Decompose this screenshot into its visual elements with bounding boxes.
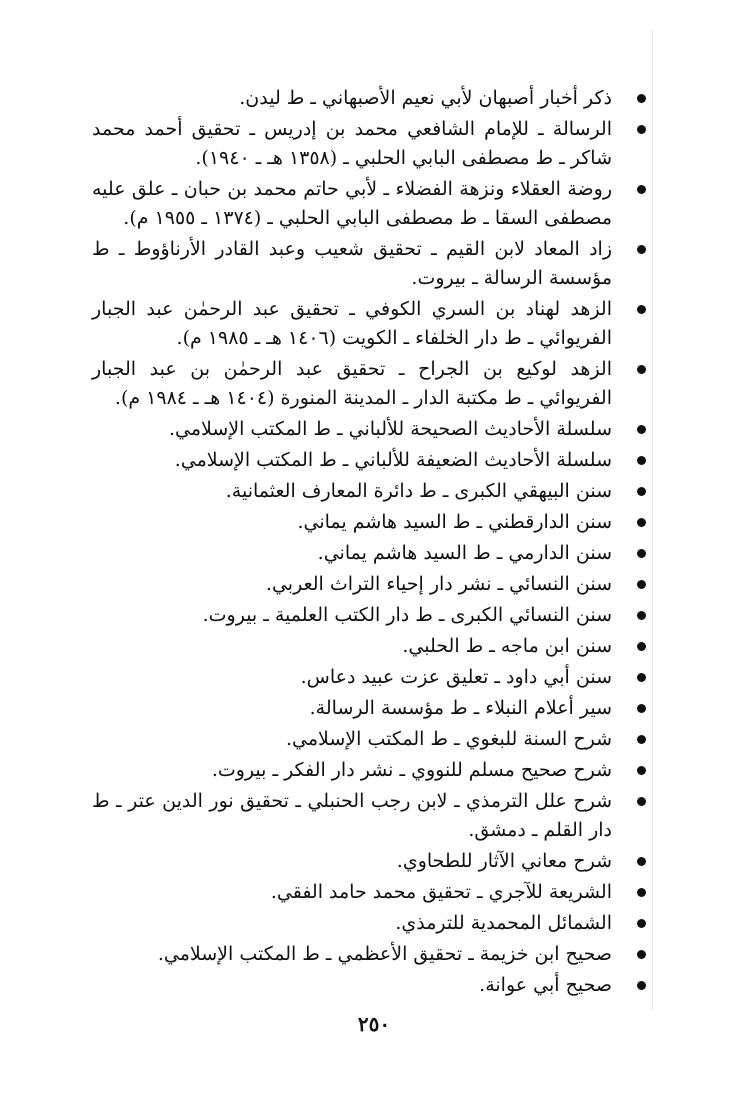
reference-item: الرسالة ـ للإمام الشافعي محمد بن إدريس ـ تحقيق أحمد محمد شاكر ـ ط مصطفى البابي الحلبي ـ (١٣٥٨ هـ ـ ١٩٤٠). xyxy=(92,115,652,173)
reference-item: شرح معاني الآثار للطحاوي. xyxy=(92,847,652,876)
bullet-icon xyxy=(637,673,646,682)
bullet-icon xyxy=(637,425,646,434)
bullet-icon xyxy=(637,704,646,713)
bullet-icon xyxy=(637,766,646,775)
bullet-icon xyxy=(637,365,646,374)
reference-item: سنن أبي داود ـ تعليق عزت عبيد دعاس. xyxy=(92,663,652,692)
bullet-icon xyxy=(637,456,646,465)
reference-item: شرح صحيح مسلم للنووي ـ نشر دار الفكر ـ بيروت. xyxy=(92,756,652,785)
bullet-icon xyxy=(637,642,646,651)
bullet-icon xyxy=(637,580,646,589)
reference-item: صحيح أبي عوانة. xyxy=(92,971,652,1000)
page-number: ٢٥٠ xyxy=(357,1012,391,1036)
reference-item: سنن الدارمي ـ ط السيد هاشم يماني. xyxy=(92,539,652,568)
bullet-icon xyxy=(637,94,646,103)
reference-item: سلسلة الأحاديث الضعيفة للألباني ـ ط المكتب الإسلامي. xyxy=(92,446,652,475)
bullet-icon xyxy=(637,245,646,254)
reference-item: سنن ابن ماجه ـ ط الحلبي. xyxy=(92,632,652,661)
bullet-icon xyxy=(637,487,646,496)
references-list xyxy=(92,84,652,1002)
bullet-icon xyxy=(637,305,646,314)
reference-item: الشمائل المحمدية للترمذي. xyxy=(92,909,652,938)
reference-item: سنن الدارقطني ـ ط السيد هاشم يماني. xyxy=(92,508,652,537)
bullet-icon xyxy=(637,919,646,928)
reference-item: زاد المعاد لابن القيم ـ تحقيق شعيب وعبد القادر الأرناؤوط ـ ط مؤسسة الرسالة ـ بيروت. xyxy=(92,235,652,293)
bullet-icon xyxy=(637,981,646,990)
reference-item: سنن النسائي الكبرى ـ ط دار الكتب العلمية ـ بيروت. xyxy=(92,601,652,630)
scan-margin-line xyxy=(652,30,653,1010)
bullet-icon xyxy=(637,125,646,134)
reference-item: صحيح ابن خزيمة ـ تحقيق الأعظمي ـ ط المكتب الإسلامي. xyxy=(92,940,652,969)
bullet-icon xyxy=(637,611,646,620)
reference-item: الزهد لهناد بن السري الكوفي ـ تحقيق عبد الرحمٰن عبد الجبار الفريوائي ـ ط دار الخلفاء ـ الكويت (١٤٠٦ هـ ـ ١٩٨٥ م). xyxy=(92,295,652,353)
reference-item: سنن النسائي ـ نشر دار إحياء التراث العربي. xyxy=(92,570,652,599)
bullet-icon xyxy=(637,735,646,744)
bullet-icon xyxy=(637,518,646,527)
bullet-icon xyxy=(637,888,646,897)
reference-item: الزهد لوكيع بن الجراح ـ تحقيق عبد الرحمٰن بن عبد الجبار الفريوائي ـ ط مكتبة الدار ـ المدينة المنورة (١٤٠٤ هـ ـ ١٩٨٤ م). xyxy=(92,355,652,413)
bullet-icon xyxy=(637,857,646,866)
bullet-icon xyxy=(637,185,646,194)
reference-item: روضة العقلاء ونزهة الفضلاء ـ لأبي حاتم محمد بن حبان ـ علق عليه مصطفى السقا ـ ط مصطفى البابي الحلبي ـ (١٣٧٤ ـ ١٩٥٥ م). xyxy=(92,175,652,233)
reference-item: سير أعلام النبلاء ـ ط مؤسسة الرسالة. xyxy=(92,694,652,723)
reference-item: شرح السنة للبغوي ـ ط المكتب الإسلامي. xyxy=(92,725,652,754)
reference-item: شرح علل الترمذي ـ لابن رجب الحنبلي ـ تحقيق نور الدين عتر ـ ط دار القلم ـ دمشق. xyxy=(92,787,652,845)
bullet-icon xyxy=(637,797,646,806)
reference-item: سنن البيهقي الكبرى ـ ط دائرة المعارف العثمانية. xyxy=(92,477,652,506)
reference-item: سلسلة الأحاديث الصحيحة للألباني ـ ط المكتب الإسلامي. xyxy=(92,415,652,444)
bullet-icon xyxy=(637,950,646,959)
reference-item: ذكر أخبار أصبهان لأبي نعيم الأصبهاني ـ ط ليدن. xyxy=(92,84,652,113)
bullet-icon xyxy=(637,549,646,558)
reference-item: الشريعة للآجري ـ تحقيق محمد حامد الفقي. xyxy=(92,878,652,907)
